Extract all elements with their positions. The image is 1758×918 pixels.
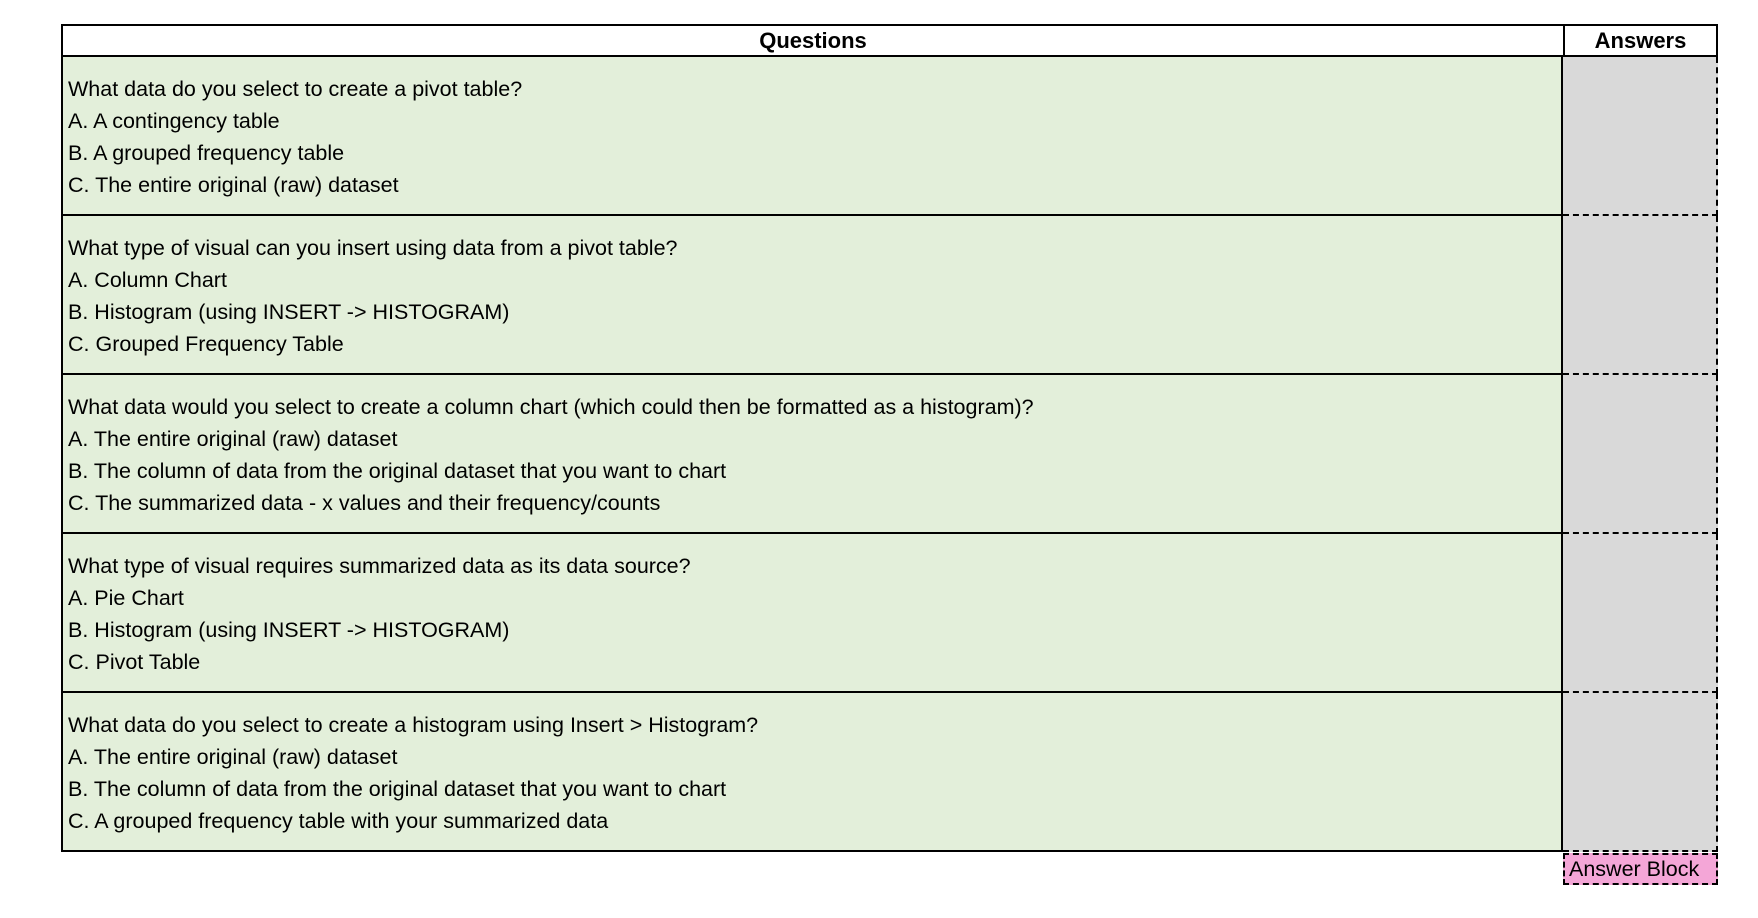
option-b: B. The column of data from the original dataset that you want to chart [68,459,727,483]
question-row-3 [61,375,1718,534]
question-row-5 [61,693,1718,852]
question-prompt: What type of visual requires summarized data as its data source? [68,554,691,578]
answer-cell-2[interactable] [1563,216,1718,375]
option-b: B. A grouped frequency table [68,141,345,165]
option-a: A. Pie Chart [68,586,184,610]
quiz-table [61,24,1718,852]
question-prompt: What type of visual can you insert using data from a pivot table? [68,236,678,260]
question-cell-1[interactable] [61,57,1563,216]
option-b: B. The column of data from the original dataset that you want to chart [68,777,727,801]
question-cell-3[interactable] [61,375,1563,534]
answer-cell-3[interactable] [1563,375,1718,534]
option-c: C. Pivot Table [68,650,201,674]
questions-header: Questions [63,26,1565,55]
option-c: C. A grouped frequency table with your summarized data [68,809,609,833]
option-b: B. Histogram (using INSERT -> HISTOGRAM) [68,618,510,642]
question-cell-5[interactable] [61,693,1563,852]
option-b: B. Histogram (using INSERT -> HISTOGRAM) [68,300,510,324]
question-row-4 [61,534,1718,693]
question-prompt: What data would you select to create a column chart (which could then be formatted as a histogram)? [68,395,1034,419]
option-a: A. The entire original (raw) dataset [68,745,398,769]
answer-cell-4[interactable] [1563,534,1718,693]
option-a: A. The entire original (raw) dataset [68,427,398,451]
answer-cell-5[interactable] [1563,693,1718,852]
question-cell-4[interactable] [61,534,1563,693]
option-a: A. A contingency table [68,109,280,133]
answers-header: Answers [1565,26,1716,55]
question-row-1 [61,57,1718,216]
option-a: A. Column Chart [68,268,227,292]
header-row [61,24,1718,57]
option-c: C. The summarized data - x values and their frequency/counts [68,491,661,515]
option-c: C. Grouped Frequency Table [68,332,344,356]
answer-block-label[interactable]: Answer Block [1563,853,1718,885]
question-row-2 [61,216,1718,375]
question-cell-2[interactable] [61,216,1563,375]
answer-cell-1[interactable] [1563,57,1718,216]
question-prompt: What data do you select to create a histogram using Insert > Histogram? [68,713,759,737]
option-c: C. The entire original (raw) dataset [68,173,399,197]
question-prompt: What data do you select to create a pivot table? [68,77,523,101]
